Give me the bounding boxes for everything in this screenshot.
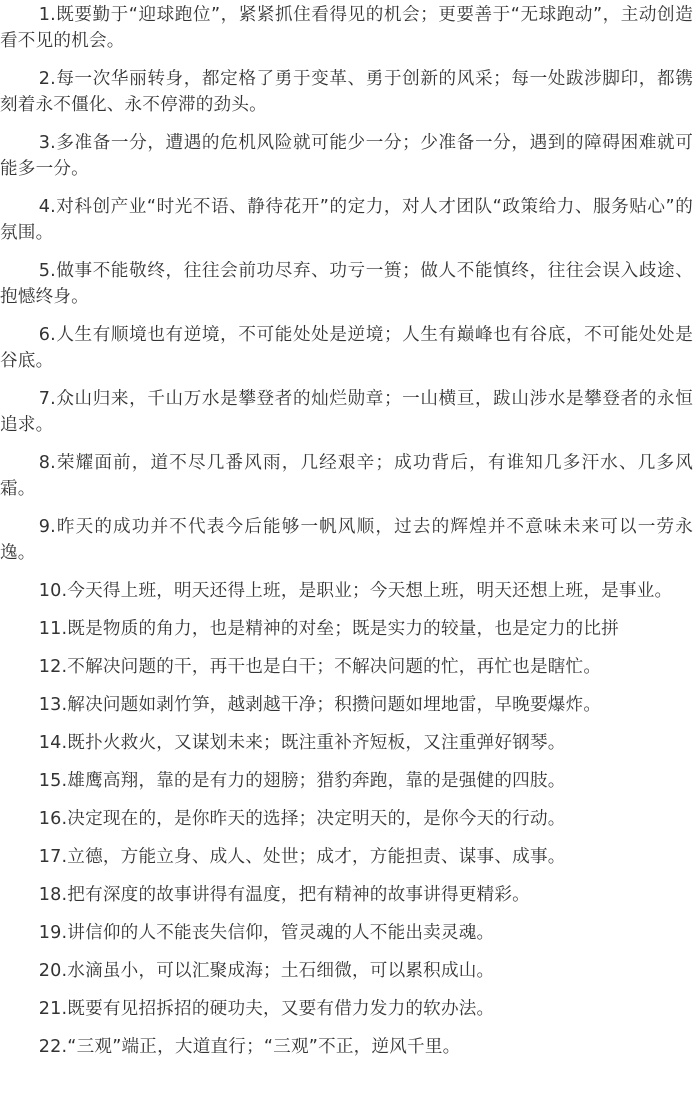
paragraph-2: 2.每一次华丽转身，都定格了勇于变革、勇于创新的风采；每一处跋涉脚印，都镌刻着永不僵化、永不停滞的劲头。 <box>0 69 693 115</box>
paragraph-10: 10.今天得上班，明天还得上班，是职业；今天想上班，明天还想上班，是事业。 <box>38 581 673 601</box>
paragraph-22: 22.“三观”端正，大道直行；“三观”不正，逆风千里。 <box>38 1037 461 1057</box>
paragraph-16: 16.决定现在的，是你昨天的选择；决定明天的，是你今天的行动。 <box>38 809 566 829</box>
paragraph-15: 15.雄鹰高翔，靠的是有力的翅膀；猎豹奔跑，靠的是强健的四肢。 <box>38 771 566 791</box>
paragraph-19: 19.讲信仰的人不能丧失信仰，管灵魂的人不能出卖灵魂。 <box>38 923 495 943</box>
paragraph-20: 20.水滴虽小，可以汇聚成海；土石细微，可以累积成山。 <box>38 961 495 981</box>
paragraph-1: 1.既要勤于“迎球跑位”，紧紧抓住看得见的机会；更要善于“无球跑动”，主动创造看不见的机会。 <box>0 5 693 51</box>
paragraph-11: 11.既是物质的角力，也是精神的对垒；既是实力的较量，也是定力的比拼 <box>38 619 619 639</box>
paragraph-7: 7.众山归来，千山万水是攀登者的灿烂勋章；一山横亘，跋山涉水是攀登者的永恒追求。 <box>0 389 693 435</box>
paragraph-3: 3.多准备一分，遭遇的危机风险就可能少一分；少准备一分，遇到的障碍困难就可能多一分。 <box>0 133 693 179</box>
paragraph-13: 13.解决问题如剥竹笋，越剥越干净；积攒问题如埋地雷，早晚要爆炸。 <box>38 695 602 715</box>
paragraph-12: 12.不解决问题的干，再干也是白干；不解决问题的忙，再忙也是瞎忙。 <box>38 657 602 677</box>
paragraph-21: 21.既要有见招拆招的硬功夫，又要有借力发力的软办法。 <box>38 999 495 1019</box>
paragraph-9: 9.昨天的成功并不代表今后能够一帆风顺，过去的辉煌并不意味未来可以一劳永逸。 <box>0 517 693 563</box>
paragraph-14: 14.既扑火救火，又谋划未来；既注重补齐短板，又注重弹好钢琴。 <box>38 733 566 753</box>
paragraph-4: 4.对科创产业“时光不语、静待花开”的定力，对人才团队“政策给力、服务贴心”的氛围。 <box>0 197 693 243</box>
paragraph-6: 6.人生有顺境也有逆境，不可能处处是逆境；人生有巅峰也有谷底，不可能处处是谷底。 <box>0 325 693 371</box>
paragraph-17: 17.立德，方能立身、成人、处世；成才，方能担责、谋事、成事。 <box>38 847 566 867</box>
paragraph-5: 5.做事不能敬终，往往会前功尽弃、功亏一篑；做人不能慎终，往往会误入歧途、抱憾终身。 <box>0 261 693 307</box>
paragraph-18: 18.把有深度的故事讲得有温度，把有精神的故事讲得更精彩。 <box>38 885 530 905</box>
paragraph-8: 8.荣耀面前，道不尽几番风雨，几经艰辛；成功背后，有谁知几多汗水、几多风霜。 <box>0 453 693 499</box>
document-body <box>0 2 693 1099</box>
